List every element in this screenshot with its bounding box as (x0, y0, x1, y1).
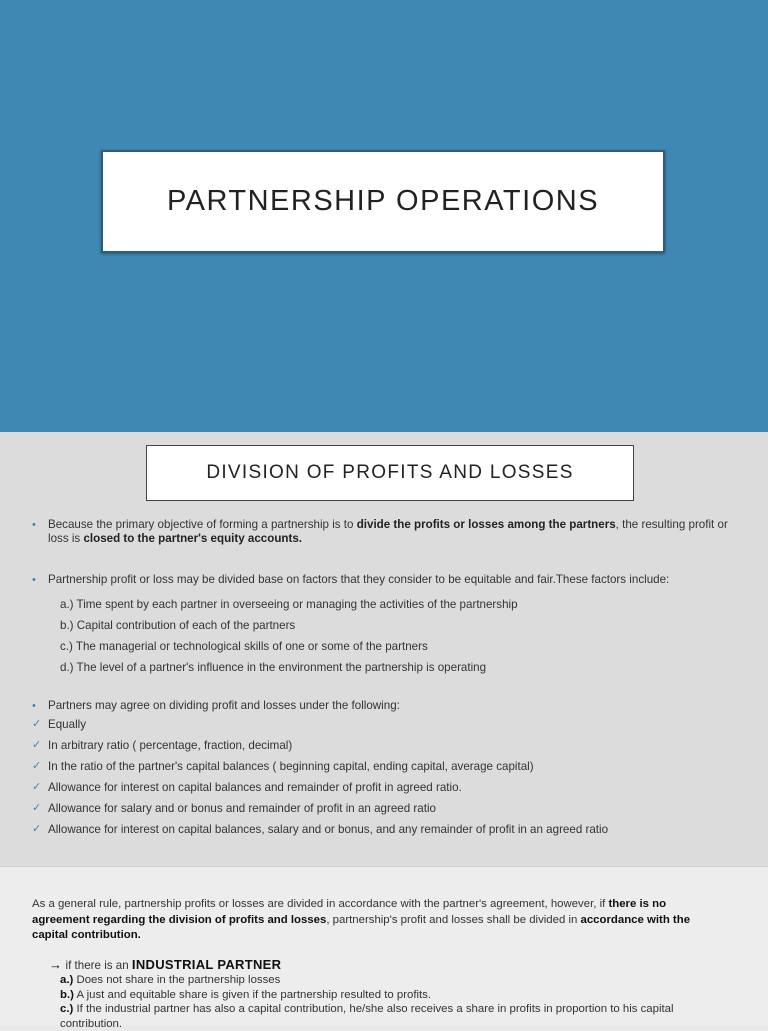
factors-list (32, 594, 732, 678)
factor-item: d.) The level of a partner's influence in the environment the partnership is operating (60, 661, 487, 674)
slide-body (32, 518, 732, 840)
checkmark-icon: ✓ (32, 718, 42, 730)
industrial-partner-line: → if there is an INDUSTRIAL PARTNER (49, 956, 282, 972)
bullet-agreement: • Partners may agree on dividing profit and losses under the following: (32, 699, 400, 712)
checkmark-icon: ✓ (32, 760, 42, 772)
checkmark-icon: ✓ (32, 739, 42, 751)
bullet-dot-icon: • (32, 519, 36, 531)
heading-box (146, 445, 634, 501)
list-item: c.) If the industrial partner has also a capital contribution, he/she also receives a share in profits in proportion to his capital contribution. (60, 1003, 674, 1030)
checkmark-icon: ✓ (32, 823, 42, 835)
title-box (101, 150, 665, 253)
bullet-objective: • Because the primary objective of forming a partnership is to divide the profits or losses among the partners, the resulting profit or loss is closed to the partner's equity accounts. (32, 518, 728, 545)
industrial-partner-list (32, 973, 692, 1031)
method-item: ✓ Allowance for salary and or bonus and remainder of profit in an agreed ratio (32, 798, 732, 819)
list-item: a.) Does not share in the partnership losses (60, 974, 281, 986)
arrow-right-icon: → (49, 956, 63, 972)
slide-general-rule (0, 866, 768, 1030)
checkmark-icon: ✓ (32, 781, 42, 793)
slide-division (0, 432, 768, 866)
list-item: b.) A just and equitable share is given if the partnership resulted to profits. (60, 988, 432, 1001)
bullet-factors: • Partnership profit or loss may be divided base on factors that they consider to be equitable and fair.These factors include: (32, 573, 670, 586)
checkmark-icon: ✓ (32, 802, 42, 814)
factor-item: c.) The managerial or technological skills of one or some of the partners (60, 640, 428, 653)
slide-heading: DIVISION OF PROFITS AND LOSSES (206, 462, 574, 483)
method-item: ✓ In arbitrary ratio ( percentage, fraction, decimal) (32, 735, 732, 756)
slide-body (32, 897, 692, 1031)
method-item: ✓ Equally (32, 714, 732, 735)
slide-title (0, 0, 768, 432)
factor-item: a.) Time spent by each partner in overseeing or managing the activities of the partnership (60, 598, 518, 611)
method-item: ✓ Allowance for interest on capital balances, salary and or bonus, and any remainder of profit in an agreed ratio (32, 819, 732, 840)
bullet-dot-icon: • (32, 574, 36, 586)
factor-item: b.) Capital contribution of each of the partners (60, 619, 296, 632)
general-rule-paragraph: As a general rule, partnership profits or losses are divided in accordance with the partner's agreement, however, if there is no agreement regarding the division of profits and losses, partnership's profit and losses shall be divided in accordance with the capital contribution. (32, 898, 691, 941)
methods-list (32, 714, 732, 840)
method-item: ✓ Allowance for interest on capital balances and remainder of profit in agreed ratio. (32, 777, 732, 798)
method-item: ✓ In the ratio of the partner's capital balances ( beginning capital, ending capital, average capital) (32, 756, 732, 777)
slide-title-text: PARTNERSHIP OPERATIONS (166, 185, 600, 217)
bullet-dot-icon: • (32, 700, 36, 712)
